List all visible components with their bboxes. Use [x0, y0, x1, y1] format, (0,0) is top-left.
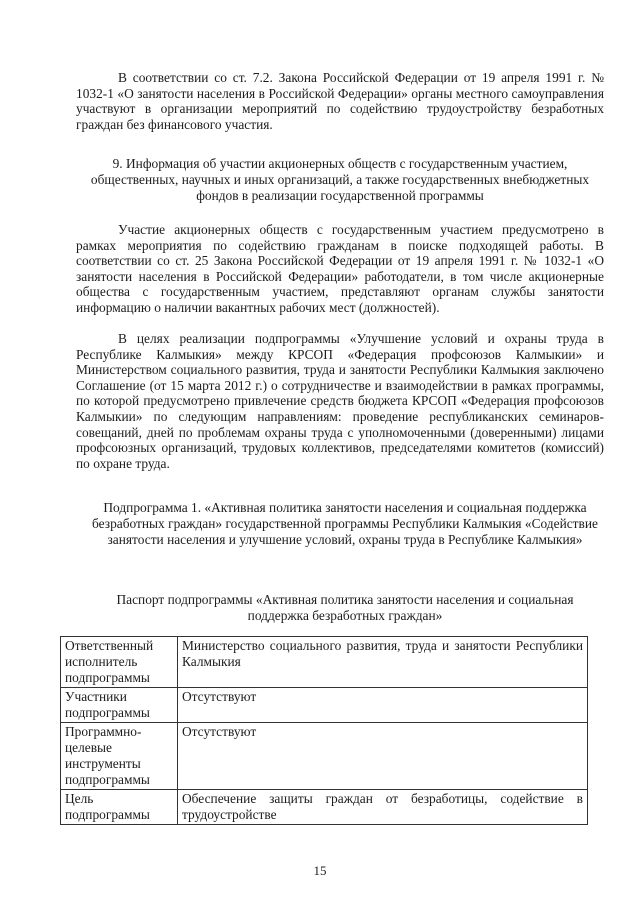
passport-value: Отсутствуют [178, 723, 588, 790]
table-row [61, 723, 588, 790]
passport-label: Ответственный исполнитель подпрограммы [61, 637, 178, 688]
passport-label: Участники подпрограммы [61, 688, 178, 723]
passport-value: Отсутствуют [178, 688, 588, 723]
table-row [61, 688, 588, 723]
passport-label: Цель подпрограммы [61, 790, 178, 825]
page-number: 15 [313, 863, 327, 878]
passport-heading: Паспорт подпрограммы «Активная политика занятости населения и социальная поддержка безработных граждан» [116, 592, 574, 623]
table-row [61, 637, 588, 688]
section-9-paragraph-2: В целях реализации подпрограммы «Улучшение условий и охраны труда в Республике Калмыкия» между КРСОП «Федерация профсоюзов Калмыкии» и Министерством социального развития, труда и занятости Республики Калмыкия заключено Соглашение (от 15 марта 2012 г.) о сотрудничестве и взаимодействии в рамках программы, по которой предусмотрено привлечение средств бюджета КРСОП «Федерация профсоюзов Калмыкии» по следующим направлениям: проведение республиканских семинаров-совещаний, дней по проблемам охраны труда с уполномоченными (доверенными) лицами профсоюзных организаций, трудовых коллективов, председателями комитетов (комиссий) по охране труда. [76, 331, 604, 471]
passport-table [60, 636, 588, 825]
section-9-heading: 9. Информация об участии акционерных обществ с государственным участием, общественных, научных и иных организаций, а также государственных внебюджетных фондов в реализации государственной программы [90, 156, 590, 203]
passport-value: Министерство социального развития, труда и занятости Республики Калмыкия [178, 637, 588, 688]
passport-label: Программно-целевые инструменты подпрограммы [61, 723, 178, 790]
passport-value: Обеспечение защиты граждан от безработицы, содействие в трудоустройстве [178, 790, 588, 825]
intro-paragraph: В соответствии со ст. 7.2. Закона Российской Федерации от 19 апреля 1991 г. № 1032-1 «О занятости населения в Российской Федерации» органы местного самоуправления участвуют в организации мероприятий по содействию трудоустройству безработных граждан без финансового участия. [76, 70, 604, 132]
table-row [61, 790, 588, 825]
subprogram-heading: Подпрограмма 1. «Активная политика занятости населения и социальная поддержка безработных граждан» государственной программы Республики Калмыкия «Содействие занятости населения и улучшение условий, охраны труда в Республике Калмыкия» [92, 500, 598, 547]
section-9-paragraph-1: Участие акционерных обществ с государственным участием предусмотрено в рамках мероприятия по содействию гражданам в поиске подходящей работы. В соответствии со ст. 25 Закона Российской Федерации от 19 апреля 1991 г. № 1032-1 «О занятости населения в Российской Федерации» работодатели, в том числе акционерные общества с государственным участием, представляют органам службы занятости информацию о наличии вакантных рабочих мест (должностей). [76, 222, 604, 315]
